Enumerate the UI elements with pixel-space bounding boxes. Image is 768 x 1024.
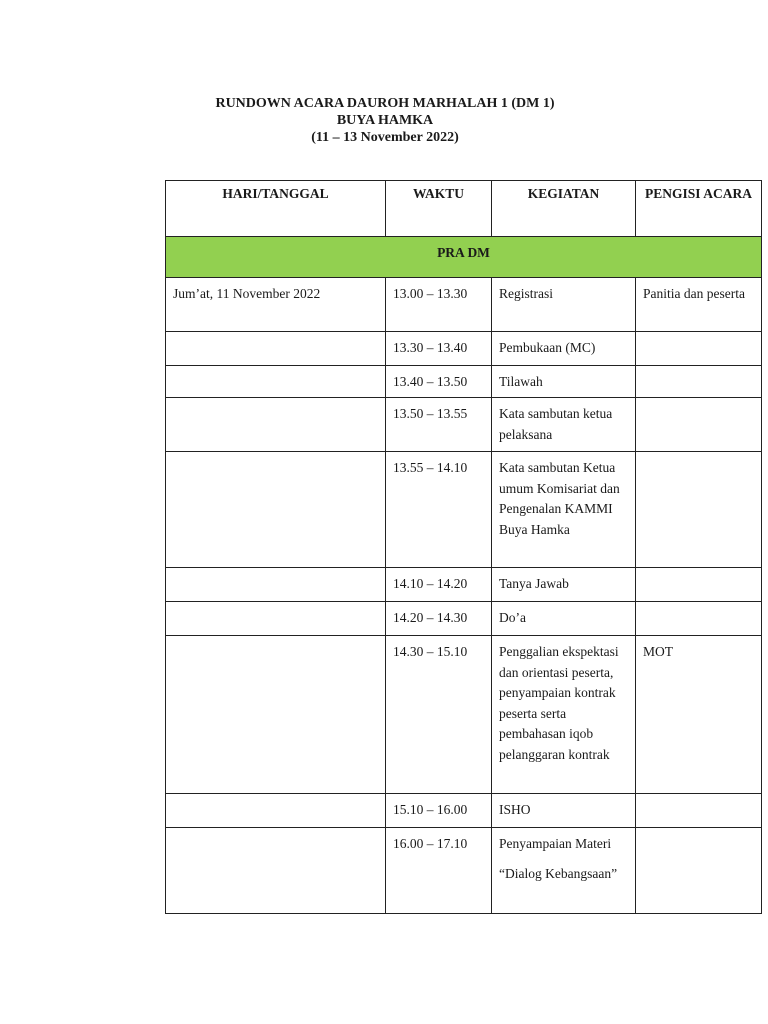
header-day: HARI/TANGGAL <box>166 181 386 237</box>
cell-time: 13.40 – 13.50 <box>386 366 492 398</box>
cell-host: Panitia dan peserta <box>636 278 762 332</box>
header-activity: KEGIATAN <box>492 181 636 237</box>
cell-activity: Penggalian ekspektasi dan orientasi peserta, penyampaian kontrak peserta serta pembahasan iqob pelanggaran kontrak <box>492 636 636 794</box>
activity-line-2: “Dialog Kebangsaan” <box>499 865 618 881</box>
table-header-row <box>166 181 762 237</box>
cell-activity: Do’a <box>492 602 636 636</box>
cell-host <box>636 366 762 398</box>
cell-day <box>166 332 386 366</box>
cell-day <box>166 452 386 568</box>
cell-activity: ISHO <box>492 794 636 828</box>
table-row <box>166 794 762 828</box>
table-row <box>166 332 762 366</box>
cell-day: Jum’at, 11 November 2022 <box>166 278 386 332</box>
cell-day <box>166 828 386 914</box>
cell-day <box>166 398 386 452</box>
cell-activity: Tanya Jawab <box>492 568 636 602</box>
cell-host <box>636 568 762 602</box>
table-row <box>166 636 762 794</box>
table-row <box>166 828 762 914</box>
cell-time: 14.20 – 14.30 <box>386 602 492 636</box>
cell-time: 15.10 – 16.00 <box>386 794 492 828</box>
cell-time: 13.50 – 13.55 <box>386 398 492 452</box>
cell-activity: Kata sambutan ketua pelaksana <box>492 398 636 452</box>
table-row <box>166 602 762 636</box>
header-time: WAKTU <box>386 181 492 237</box>
cell-day <box>166 636 386 794</box>
cell-time: 14.10 – 14.20 <box>386 568 492 602</box>
table-row <box>166 278 762 332</box>
cell-host <box>636 452 762 568</box>
title-line-2: BUYA HAMKA <box>336 113 434 128</box>
header-host: PENGISI ACARA <box>636 181 762 237</box>
cell-time: 13.55 – 14.10 <box>386 452 492 568</box>
cell-activity: Pembukaan (MC) <box>492 332 636 366</box>
section-row <box>166 237 762 278</box>
table-row <box>166 366 762 398</box>
cell-host <box>636 794 762 828</box>
table-row <box>166 398 762 452</box>
table-row <box>166 452 762 568</box>
cell-time: 16.00 – 17.10 <box>386 828 492 914</box>
document-title <box>150 95 620 146</box>
cell-activity: Tilawah <box>492 366 636 398</box>
cell-host: MOT <box>636 636 762 794</box>
cell-activity: Kata sambutan Ketua umum Komisariat dan Pengenalan KAMMI Buya Hamka <box>492 452 636 568</box>
cell-time: 14.30 – 15.10 <box>386 636 492 794</box>
cell-day <box>166 568 386 602</box>
cell-time: 13.00 – 13.30 <box>386 278 492 332</box>
title-line-3: (11 – 13 November 2022) <box>311 130 459 145</box>
cell-host <box>636 828 762 914</box>
cell-activity <box>492 828 636 914</box>
cell-host <box>636 602 762 636</box>
cell-day <box>166 794 386 828</box>
section-label: PRA DM <box>166 237 762 278</box>
cell-activity: Registrasi <box>492 278 636 332</box>
cell-host <box>636 398 762 452</box>
cell-time: 13.30 – 13.40 <box>386 332 492 366</box>
rundown-table <box>165 180 762 914</box>
title-line-1: RUNDOWN ACARA DAUROH MARHALAH 1 (DM 1) <box>215 96 555 111</box>
table-row <box>166 568 762 602</box>
activity-line-1: Penyampaian Materi <box>499 836 612 851</box>
cell-day <box>166 366 386 398</box>
cell-day <box>166 602 386 636</box>
cell-host <box>636 332 762 366</box>
